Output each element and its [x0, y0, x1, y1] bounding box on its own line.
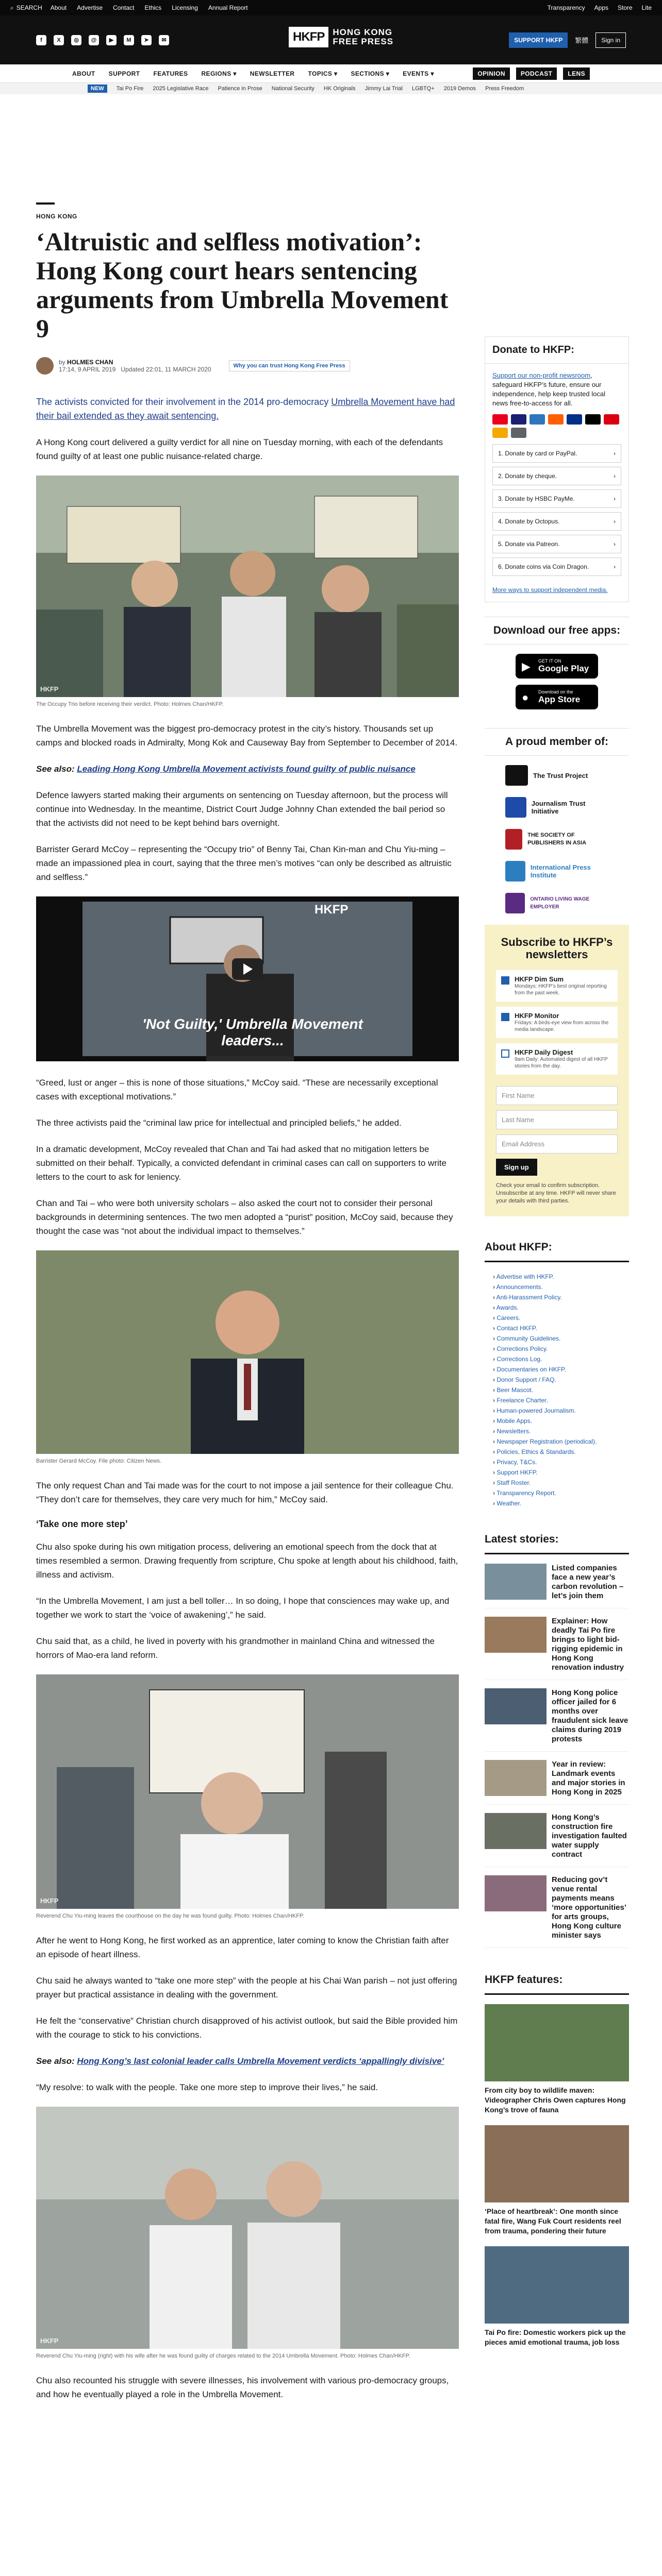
ticker-item[interactable]: Jimmy Lai Trial: [365, 86, 403, 92]
language-toggle[interactable]: 繁體: [575, 37, 589, 44]
paragraph: “My resolve: to walk with the people. Take one more step to improve their lives,” he said.: [36, 2082, 378, 2092]
paragraph: He felt the “conservative” Christian church disapproved of his activist outlook, but said the Bible provided him with the courage to stick to his convictions.: [36, 2016, 458, 2040]
telegram-icon[interactable]: ➤: [141, 35, 152, 45]
last-name-field[interactable]: Last Name: [496, 1110, 618, 1129]
octopus-icon: [492, 428, 508, 438]
ticker-item[interactable]: Press Freedom: [485, 86, 524, 92]
instagram-icon[interactable]: ◎: [71, 35, 81, 45]
lede-text: The activists convicted for their involvement in the 2014 pro-democracy: [36, 397, 332, 407]
about-link[interactable]: › Staff Roster.: [493, 1478, 629, 1488]
ticker-item[interactable]: LGBTQ+: [411, 86, 435, 92]
about-link[interactable]: › Privacy, T&Cs.: [493, 1457, 629, 1467]
member-label: Journalism Trust Initiative: [531, 800, 586, 815]
latest-story[interactable]: [485, 1875, 629, 1948]
photo-occupy-trio: [36, 476, 459, 697]
utility-link-advertise[interactable]: Advertise: [77, 4, 103, 11]
donate-option-cheque[interactable]: [492, 467, 621, 485]
nav-item-opinion[interactable]: OPINION: [473, 67, 509, 80]
donate-option-coins[interactable]: [492, 557, 621, 576]
apple-icon: ●: [522, 691, 529, 704]
article-lede: [36, 395, 459, 423]
newsletter-note: Check your email to confirm subscription. Unsubscribe at any time. HKFP will never share your details with third parties.: [496, 1182, 616, 1204]
newsletter-name: HKFP Monitor: [515, 1012, 559, 1020]
checkbox[interactable]: [501, 1049, 509, 1058]
byline: [36, 357, 459, 375]
lede-link[interactable]: Umbrella Movement have had their bail extended as they await sentencing.: [36, 397, 455, 421]
about-link[interactable]: › Donor Support / FAQ.: [493, 1375, 629, 1385]
support-button[interactable]: SUPPORT HKFP: [509, 32, 568, 48]
utility-link-apps[interactable]: Apps: [594, 4, 608, 11]
about-link[interactable]: › Announcements.: [493, 1282, 629, 1292]
member-label: THE SOCIETY OF PUBLISHERS IN ASIA: [527, 832, 587, 846]
nav-item-topics[interactable]: TOPICS ▾: [308, 70, 338, 77]
utility-link-contact[interactable]: Contact: [113, 4, 135, 11]
feature-story[interactable]: [485, 2125, 629, 2236]
feature-image: [485, 2246, 629, 2324]
email-icon[interactable]: ✉: [159, 35, 169, 45]
subheading: ‘Take one more step’: [36, 1519, 128, 1529]
google-play-button[interactable]: [516, 654, 598, 679]
utility-link-store[interactable]: Store: [617, 4, 633, 11]
story-thumbnail: [485, 1617, 547, 1653]
paragraph: After he went to Hong Kong, he first worked as an apprentice, later coming to know the Christian faith after an episode of heart illness.: [36, 1936, 449, 1959]
newsletter-option-dim-sum[interactable]: [496, 970, 618, 1002]
photo-chu-wife: [36, 2107, 459, 2349]
author-name[interactable]: HOLMES CHAN: [67, 359, 113, 366]
site-header: [0, 15, 662, 64]
paragraph: The only request Chan and Tai made was for the court to not impose a jail sentence for their colleague Chu. “They don’t care for themselves, they care very much for him,” McCoy said.: [36, 1481, 454, 1504]
about-link[interactable]: › Policies, Ethics & Standards.: [493, 1447, 629, 1457]
paragraph: Chu said he always wanted to “take one more step” with the people at his Chai Wan parish – not just offering prayer but practical assistance in dealing with the government.: [36, 1976, 457, 1999]
about-link[interactable]: › Careers.: [493, 1313, 629, 1323]
facebook-icon[interactable]: f: [36, 35, 46, 45]
latest-story[interactable]: [485, 1617, 629, 1680]
youtube-icon[interactable]: ▶: [106, 35, 117, 45]
see-also: [36, 762, 459, 776]
search-button[interactable]: [10, 4, 42, 12]
chevron-right-icon: ›: [614, 450, 616, 457]
utility-link-licensing[interactable]: Licensing: [172, 4, 198, 11]
search-icon: ⌕: [10, 4, 14, 11]
story-thumbnail: [485, 1813, 547, 1849]
utility-links-right: [548, 4, 652, 11]
member-sopa[interactable]: [505, 829, 608, 850]
ticker-item[interactable]: Patience in Prose: [218, 86, 262, 92]
utility-links: [51, 4, 248, 11]
nav-item-about[interactable]: ABOUT: [72, 70, 95, 77]
about-link[interactable]: › Beer Mascot.: [493, 1385, 629, 1395]
member-living-wage[interactable]: [505, 893, 608, 913]
nav-item-events[interactable]: EVENTS ▾: [403, 70, 434, 77]
latest-title: Latest stories:: [485, 1526, 629, 1554]
story-title: Listed companies face a new year’s carbon revolution – let’s join them: [552, 1564, 624, 1600]
newsletter-desc: Mondays: HKFP’s best original reporting from the past week.: [515, 984, 607, 996]
paragraph: “Greed, lust or anger – this is none of those situations,” McCoy said. “These are necessarily exceptional cases with exceptional motivations.”: [36, 1078, 438, 1101]
about-link[interactable]: › Corrections Log.: [493, 1354, 629, 1364]
story-title: Reducing gov’t venue rental payments means ‘more opportunities’ for arts groups, Hong Kong culture minister says: [552, 1875, 626, 1940]
nav-item-podcast[interactable]: PODCAST: [516, 67, 557, 80]
about-link[interactable]: › Corrections Policy.: [493, 1344, 629, 1354]
photo-caption: The Occupy Trio before receiving their verdict. Photo: Holmes Chan/HKFP.: [36, 701, 224, 707]
latest-story[interactable]: [485, 1688, 629, 1752]
amex-icon: [529, 414, 545, 425]
paragraph: “In the Umbrella Movement, I am just a bell toller… In so doing, I hope that consciences may wake up, and together we work to start the ‘voice of awakening’,” he said.: [36, 1596, 450, 1620]
checkbox[interactable]: [501, 1013, 509, 1021]
ticker-item[interactable]: HK Originals: [323, 86, 356, 92]
member-trust-project[interactable]: [505, 765, 608, 786]
first-name-field[interactable]: First Name: [496, 1086, 618, 1105]
feature-image: [485, 2004, 629, 2081]
donate-option-label: 1. Donate by card or PayPal.: [498, 450, 577, 457]
member-jti[interactable]: [505, 797, 608, 818]
about-link[interactable]: › Human-powered Journalism.: [493, 1405, 629, 1416]
about-links: [485, 1272, 629, 1509]
nav-item-sections[interactable]: SECTIONS ▾: [351, 70, 390, 77]
utility-link-transparency[interactable]: Transparency: [547, 4, 585, 11]
video-embed[interactable]: [36, 896, 459, 1061]
article-title: ‘Altruistic and selfless motivation’: Hong Kong court hears sentencing arguments from Umbrella Movement 9: [36, 227, 449, 343]
donate-link[interactable]: Support our non-profit newsroom: [492, 371, 591, 379]
more-ways-link[interactable]: More ways to support independent media.: [492, 586, 608, 594]
donate-option-label: 4. Donate by Octopus.: [498, 518, 560, 525]
x-icon[interactable]: X: [54, 35, 64, 45]
donate-option-label: 6. Donate coins via Coin Dragon.: [498, 563, 589, 570]
site-logo[interactable]: [289, 27, 393, 47]
ipi-logo: [505, 861, 525, 882]
nav-item-newsletter[interactable]: NEWSLETTER: [250, 70, 295, 77]
ticker-item[interactable]: 2025 Legislative Race: [153, 86, 209, 92]
chevron-right-icon: ›: [614, 472, 616, 480]
donate-description: , safeguard HKFP’s future, ensure our independence, help keep trusted local news free-to-access for all.: [492, 371, 605, 407]
about-link[interactable]: › Freelance Charter.: [493, 1395, 629, 1405]
apps-title: Download our free apps:: [485, 617, 629, 645]
visa-icon: [511, 414, 526, 425]
newsletter-title: Subscribe to HKFP’s newsletters: [501, 936, 613, 961]
donate-option-patreon[interactable]: [492, 535, 621, 553]
utility-link-annual-report[interactable]: Annual Report: [208, 4, 248, 11]
google-play-small: GET IT ON: [538, 658, 561, 664]
paragraph: A Hong Kong court delivered a guilty verdict for all nine on Tuesday morning, with each of the defendants found guilty of at least one public nuisance-related charge.: [36, 437, 443, 461]
discover-icon: [548, 414, 564, 425]
donate-option-card[interactable]: [492, 444, 621, 463]
donate-option-label: 2. Donate by cheque.: [498, 472, 557, 480]
payment-methods: [492, 414, 621, 438]
paragraph: Chu also recounted his struggle with severe illnesses, his involvement with various pro-democracy groups, and how he eventually played a role in the Umbrella Movement.: [36, 2376, 449, 2399]
story-thumbnail: [485, 1688, 547, 1724]
feature-story[interactable]: [485, 2246, 629, 2347]
threads-icon[interactable]: @: [89, 35, 99, 45]
photo-caption: Reverend Chu Yiu-ming (right) with his wife after he was found guilty of charges related to the 2014 Umbrella Movement. Photo: Holmes Chan/HKFP.: [36, 2353, 410, 2359]
photo-watermark: HKFP: [40, 2337, 59, 2345]
paragraph: Defence lawyers started making their arguments on sentencing on Tuesday afternoon, but the process will continue into Wednesday. In the meantime, District Court Judge Johnny Chan extended the bail period so that the activists did not need to be kept behind bars overnight.: [36, 790, 448, 828]
photo-caption: Barrister Gerard McCoy. File photo: Citizen News.: [36, 1458, 162, 1464]
about-link[interactable]: › Anti-Harassment Policy.: [493, 1292, 629, 1302]
about-link[interactable]: › Newsletters.: [493, 1426, 629, 1436]
photo-caption: Reverend Chu Yiu-ming leaves the courthouse on the day he was found guilty. Photo: Holmes Chan/HKFP.: [36, 1913, 304, 1919]
donate-option-payme[interactable]: [492, 489, 621, 508]
signup-button[interactable]: Sign up: [496, 1159, 537, 1176]
logo-line-1: HONG KONG: [333, 27, 393, 37]
about-title: About HKFP:: [485, 1234, 629, 1262]
updated-date: Updated 22:01, 11 MARCH 2020: [121, 366, 211, 373]
photo-watermark: HKFP: [40, 1897, 59, 1905]
latest-story[interactable]: [485, 1760, 629, 1805]
paragraph: Chu also spoke during his own mitigation process, delivering an emotional speech from the dock that at times resembled a sermon. Drawing frequently from scripture, Chu spoke at length about his childhood, faith, illness and activism.: [36, 1542, 458, 1580]
logo-mark: HKFP: [289, 27, 328, 47]
paragraph: The Umbrella Movement was the biggest pro-democracy protest in the city’s history. Thousands set up camps and blocked roads in Admiralty, Mong Kok and Causeway Bay from September to December of 2014.: [36, 724, 458, 748]
feature-title: Tai Po fire: Domestic workers pick up the pieces amid emotional trauma, job loss: [485, 2328, 626, 2346]
newsletter-option-monitor[interactable]: [496, 1007, 618, 1038]
sopa-logo: [505, 829, 522, 850]
payme-icon: [604, 414, 619, 425]
social-links: [36, 35, 169, 45]
article: [36, 202, 459, 2414]
feature-title: ‘Place of heartbreak’: One month since fatal fire, Wang Fuk Court residents reel from trauma, pondering their future: [485, 2207, 621, 2235]
app-store-small: Download on the: [538, 689, 573, 694]
mastercard-icon: [492, 414, 508, 425]
video-title: 'Not Guilty,' Umbrella Movement leaders...: [142, 1016, 363, 1048]
about-link[interactable]: › Advertise with HKFP.: [493, 1272, 629, 1282]
signin-button[interactable]: Sign in: [595, 32, 626, 48]
about-link[interactable]: › Community Guidelines.: [493, 1333, 629, 1344]
google-play-icon: ▶: [522, 660, 531, 673]
trust-project-logo: [505, 765, 528, 786]
nav-item-regions[interactable]: REGIONS ▾: [201, 70, 237, 77]
photo-mccoy: [36, 1250, 459, 1454]
article-category[interactable]: HONG KONG: [36, 213, 77, 220]
story-thumbnail: [485, 1875, 547, 1911]
paragraph: The three activists paid the “criminal law price for intellectual and principled beliefs,” he added.: [36, 1118, 402, 1128]
story-title: Year in review: Landmark events and major stories in Hong Kong in 2025: [552, 1760, 625, 1797]
google-play-label: Google Play: [538, 664, 589, 673]
paragraph: In a dramatic development, McCoy revealed that Chan and Tai had asked that no mitigation letters be submitted on their behalf. Typically, a convicted defendant in criminal cases can call on supporters to write letters to the court to ask for leniency.: [36, 1144, 446, 1182]
topic-ticker: [0, 83, 662, 94]
occupy-trio-image: [36, 476, 459, 697]
jti-logo: [505, 797, 526, 818]
donate-option-octopus[interactable]: [492, 512, 621, 531]
latest-story[interactable]: [485, 1813, 629, 1867]
features-title: HKFP features:: [485, 1967, 629, 1995]
trust-badge[interactable]: Why you can trust Hong Kong Free Press: [229, 360, 350, 371]
story-title: Explainer: How deadly Tai Po fire brings to light bid-rigging epidemic in Hong Kong renovation industry: [552, 1617, 624, 1672]
see-also-link[interactable]: Leading Hong Kong Umbrella Movement activists found guilty of public nuisance: [77, 764, 416, 774]
feature-image: [485, 2125, 629, 2202]
donate-option-label: 3. Donate by HSBC PayMe.: [498, 495, 575, 502]
ticker-item[interactable]: Tai Po Fire: [116, 86, 144, 92]
paragraph: Chan and Tai – who were both university scholars – also asked the court not to consider their personal backgrounds in determining sentences. The two men adopted a “purist” position, McCoy said, because they thought the case was “not about the individual impact to themselves.”: [36, 1198, 453, 1236]
apple-pay-icon: [585, 414, 601, 425]
about-link[interactable]: › Newspaper Registration (periodical).: [493, 1436, 629, 1447]
member-ipi[interactable]: [505, 861, 608, 882]
logo-text: [333, 28, 393, 46]
chevron-right-icon: ›: [614, 563, 616, 570]
nav-item-lens[interactable]: LENS: [563, 67, 590, 80]
newsletter-desc: 9am Daily: Automated digest of all HKFP stories from the day.: [515, 1057, 608, 1069]
header-actions: [509, 32, 626, 48]
mccoy-image: [36, 1250, 459, 1454]
nav-item-features[interactable]: FEATURES: [153, 70, 188, 77]
chevron-right-icon: ›: [614, 518, 616, 525]
see-also-label: See also:: [36, 764, 77, 774]
video-logo: HKFP: [315, 903, 349, 917]
member-label: International Press Institute: [530, 863, 591, 879]
about-link[interactable]: › Mobile Apps.: [493, 1416, 629, 1426]
ticker-item[interactable]: National Security: [271, 86, 315, 92]
donate-text: [492, 371, 621, 408]
newsletter-name: HKFP Dim Sum: [515, 975, 564, 983]
nav-item-support[interactable]: SUPPORT: [108, 70, 140, 77]
utility-link-ethics[interactable]: Ethics: [144, 4, 162, 11]
main-nav: [0, 64, 662, 83]
donate-option-label: 5. Donate via Patreon.: [498, 540, 560, 548]
member-label: The Trust Project: [533, 771, 588, 779]
utility-link-about[interactable]: About: [50, 4, 67, 11]
email-field[interactable]: Email Address: [496, 1134, 618, 1154]
member-label: ONTARIO LIVING WAGE EMPLOYER: [530, 896, 590, 910]
mastodon-icon[interactable]: M: [124, 35, 134, 45]
donate-title: Donate to HKFP:: [485, 337, 628, 364]
new-badge: NEW: [88, 84, 107, 93]
latest-story[interactable]: [485, 1564, 629, 1608]
photo-watermark: HKFP: [40, 685, 59, 693]
see-also-link[interactable]: Hong Kong’s last colonial leader calls Umbrella Movement verdicts ‘appallingly divisive’: [77, 2056, 444, 2066]
about-link[interactable]: › Awards.: [493, 1302, 629, 1313]
publish-date: 17:14, 9 APRIL 2019: [59, 366, 116, 373]
paragraph: Chu said that, as a child, he lived in poverty with his grandmother in mainland China and witnessed the horrors of Mao-era land reform.: [36, 1636, 435, 1660]
app-store-button[interactable]: [516, 685, 598, 709]
section-rule: [36, 202, 55, 205]
about-link[interactable]: › Contact HKFP.: [493, 1323, 629, 1333]
feature-story[interactable]: [485, 2004, 629, 2115]
checkbox[interactable]: [501, 976, 509, 985]
ticker-item[interactable]: 2019 Demos: [443, 86, 476, 92]
see-also-label: See also:: [36, 2056, 77, 2066]
paypal-icon: [567, 414, 582, 425]
story-thumbnail: [485, 1760, 547, 1796]
chu-wife-image: [36, 2107, 459, 2349]
about-link[interactable]: › Transparency Report.: [493, 1488, 629, 1498]
see-also: [36, 2054, 459, 2068]
story-thumbnail: [485, 1564, 547, 1600]
photo-chu-courthouse: [36, 1674, 459, 1909]
sidebar: [485, 336, 629, 2358]
newsletter-name: HKFP Daily Digest: [515, 1048, 573, 1056]
newsletter-box: [485, 925, 629, 1216]
logo-line-2: FREE PRESS: [333, 37, 394, 46]
feature-title: From city boy to wildlife maven: Videographer Chris Owen captures Hong Kong’s trove of fauna: [485, 2086, 626, 2114]
utility-bar: [0, 0, 662, 15]
chevron-right-icon: ›: [614, 540, 616, 548]
search-label: SEARCH: [16, 4, 42, 11]
about-link[interactable]: › Support HKFP.: [493, 1467, 629, 1478]
chu-courthouse-image: [36, 1674, 459, 1909]
google-pay-icon: [511, 428, 526, 438]
app-store-label: App Store: [538, 694, 581, 704]
member-title: A proud member of:: [485, 728, 629, 756]
paragraph: Barrister Gerard McCoy – representing the “Occupy trio” of Benny Tai, Chan Kin-man and Chu Yiu-ming – made an impassioned plea in court, saying that the three men’s motives “can only be described as altruistic and selfless.”: [36, 844, 452, 882]
chevron-right-icon: ›: [614, 495, 616, 502]
about-link[interactable]: › Weather.: [493, 1498, 629, 1509]
utility-link-lite[interactable]: Lite: [641, 4, 652, 11]
author-avatar: [36, 357, 54, 375]
newsletter-desc: Fridays: A birds-eye view from across the media landscape.: [515, 1020, 609, 1032]
donate-box: [485, 336, 629, 602]
byline-prefix: by: [59, 359, 65, 366]
living-wage-logo: [505, 893, 525, 913]
story-title: Hong Kong’s construction fire investigation faulted water supply contract: [552, 1813, 627, 1859]
newsletter-option-digest[interactable]: [496, 1043, 618, 1075]
story-title: Hong Kong police officer jailed for 6 months over fraudulent sick leave claims during 2019 protests: [552, 1688, 628, 1743]
about-link[interactable]: › Documentaries on HKFP.: [493, 1364, 629, 1375]
